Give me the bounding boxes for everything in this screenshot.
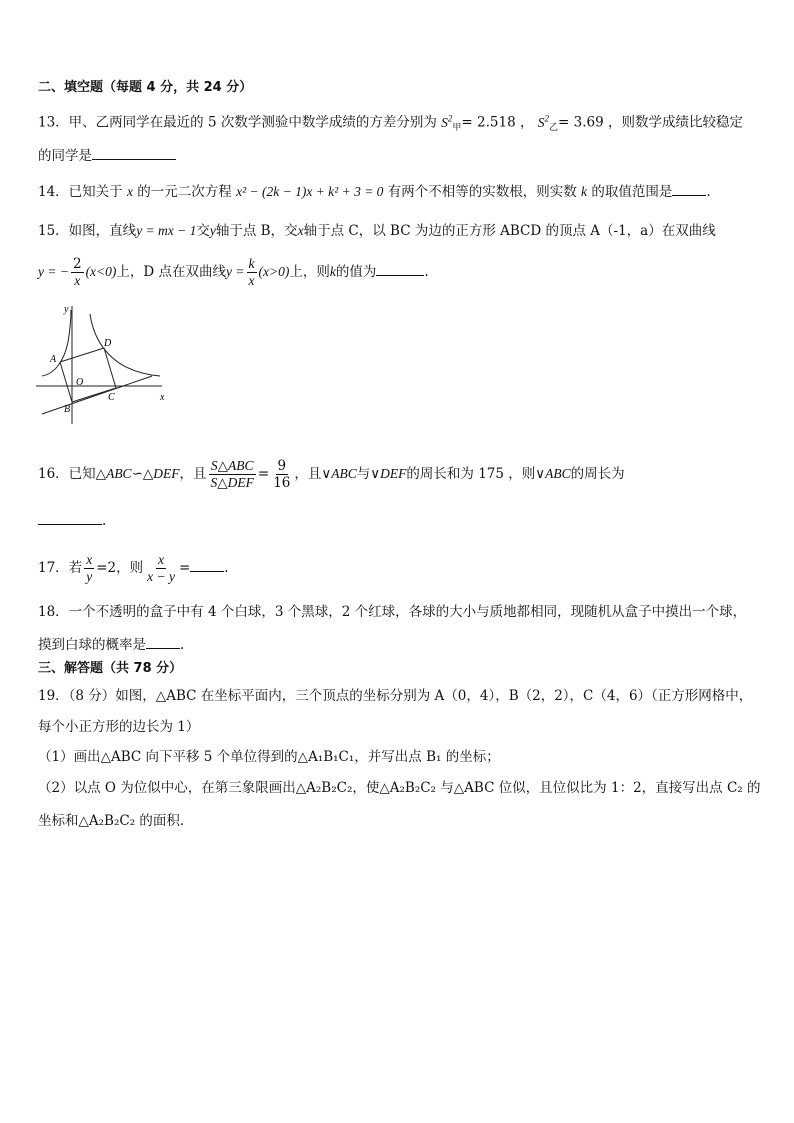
question-19-part-1: （1）画出△ABC 向下平移 5 个单位得到的△A₁B₁C₁，并写出点 B₁ 的坐标； — [38, 749, 500, 765]
label-x: x — [160, 392, 165, 403]
question-19-line-5: 坐标和△A₂B₂C₂ 的面积． — [38, 813, 194, 829]
figure-15-diagram — [36, 302, 172, 428]
hyperbola-left — [42, 310, 71, 376]
section-title-solve: 三、解答题（共 78 分） — [38, 661, 183, 676]
question-14: 14．已知关于 x 的一元二次方程 x² − (2k − 1)x + k² + 3 = 0 有两个不相等的实数根，则实数 k 的取值范围是 . — [38, 181, 711, 202]
ratio-value-fraction: $\frac{9}{16}$ — [273, 458, 291, 491]
question-13-line-1: 13．甲、乙两同学在最近的 5 次数学测验中数学成绩的方差分别为 $S^2_甲= 2.518$ ， $S^2_乙= 3.69$ ，则数学成绩比较稳定 — [38, 113, 744, 134]
question-18-line-1: 18．一个不透明的盒子中有 4 个白球，3 个黑球，2 个红球，各球的大小与质地都相同，现随机从盒子中摸出一个球， — [38, 604, 747, 620]
label-c: C — [108, 392, 115, 403]
question-19-part-2: （2）以点 O 为位似中心，在第三象限画出△A₂B₂C₂，使△A₂B₂C₂ 与△ABC 位似，且位似比为 1：2，直接写出点 C₂ 的 — [38, 780, 761, 796]
hyperbola-right — [90, 314, 160, 376]
fraction-k-over-x: $\frac{k}{x}$ — [248, 256, 255, 288]
label-a: A — [50, 354, 57, 365]
question-16-line-2: . — [38, 510, 106, 531]
answer-blank-18[interactable] — [146, 634, 180, 649]
question-19-line-1: 19．（8 分）如图，△ABC 在坐标平面内，三个顶点的坐标分别为 A（0，4），B（2，2），C（4，6）（正方形网格中， — [38, 688, 753, 704]
question-16-line-1: 16．已知△ABC∽△DEF，且 $\frac{\text{S△ABC}}{\text{S△DEF}}$ = $\frac{9}{16}$ ，且∨ABC与∨DEF的周长和为 175 ，则∨ABC的周长为 — [38, 458, 625, 491]
label-o: O — [76, 377, 84, 388]
question-13-line-2: 的同学是 — [38, 145, 176, 166]
question-18-line-2: 摸到白球的概率是 . — [38, 634, 184, 655]
question-15-line-2: y = − $\frac{2}{x}$ (x<0)上，D 点在双曲线y = $\frac{k}{x}$ (x>0)上，则k的值为 . — [38, 256, 429, 288]
question-15-line-1: 15．如图，直线y = mx − 1交y轴于点 B，交x轴于点 C，以 BC 为边的正方形 ABCD 的顶点 A（-1，a）在双曲线 — [38, 223, 716, 239]
fraction-x-over-y: $\frac{x}{y}$ — [86, 552, 93, 584]
variance-symbol-yi: $S^2$ — [537, 113, 550, 130]
line-equation: y = mx − 1 — [136, 223, 197, 238]
answer-blank-16[interactable] — [38, 510, 102, 525]
line-bc — [42, 376, 152, 414]
fraction-2-over-x: $\frac{2}{x}$ — [72, 256, 82, 288]
answer-blank-13[interactable] — [92, 145, 176, 160]
answer-blank-14[interactable] — [672, 181, 706, 196]
variance-symbol-jia: $S^2$ — [441, 113, 453, 130]
section-title-fill-in: 二、填空题（每题 4 分，共 24 分） — [38, 80, 253, 95]
quadratic-equation: x² − (2k − 1)x + k² + 3 = 0 — [236, 184, 384, 199]
fraction-x-over-x-minus-y: $\frac{x}{x - y}$ — [147, 552, 175, 584]
answer-blank-15[interactable] — [376, 261, 424, 276]
answer-blank-17[interactable] — [190, 557, 224, 572]
label-d: D — [104, 338, 112, 349]
question-19-line-2: 每个小正方形的边长为 1） — [38, 719, 200, 735]
label-b: B — [64, 404, 71, 415]
label-y: y — [64, 304, 69, 315]
area-ratio-fraction: $\frac{\text{S△ABC}}{\text{S△DEF}}$ — [210, 458, 254, 490]
question-17: 17．若 $\frac{x}{y}$ =2，则 $\frac{x}{x - y}$ = . — [38, 552, 229, 584]
